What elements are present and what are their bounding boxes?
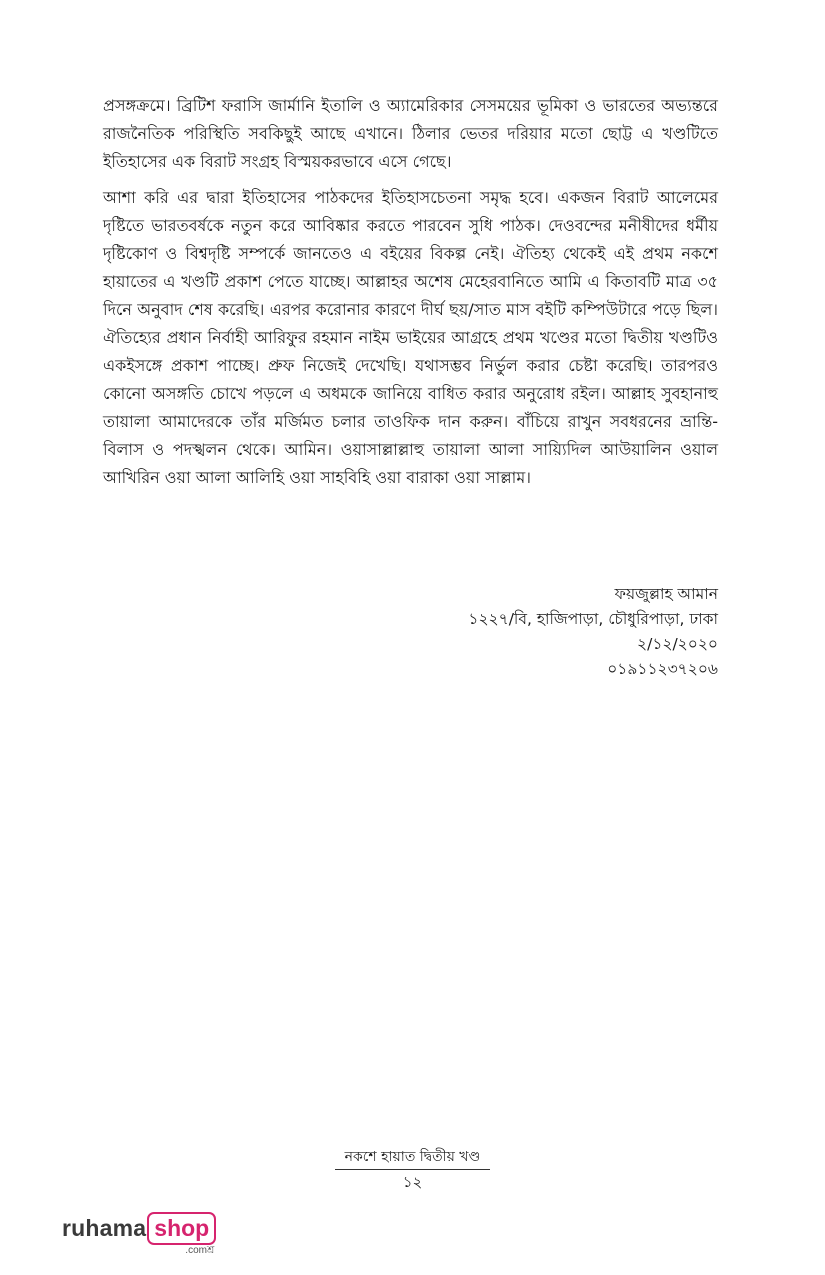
author-name: ফয়জুল্লাহ আমান	[614, 585, 718, 603]
logo-text-shop: shop	[147, 1212, 216, 1245]
signature-date: ২/১২/২০২০	[637, 635, 718, 653]
paragraph-2: আশা করি এর দ্বারা ইতিহাসের পাঠকদের ইতিহাসচেতনা সমৃদ্ধ হবে। একজন বিরাট আলেমের দৃষ্টিতে ভারতবর্ষকে নতুন করে আবিষ্কার করতে পারবেন সুধি পাঠক। দেওবন্দের মনীষীদের ধর্মীয় দৃষ্টিকোণ ও বিশ্বদৃষ্টি সম্পর্কে জানতেও এ বইয়ের বিকল্প নেই। ঐতিহ্য থেকেই এই প্রথম নকশে হায়াতের এ খণ্ডটি প্রকাশ পেতে যাচ্ছে। আল্লাহর অশেষ মেহেরবানিতে আমি এ কিতাবটি মাত্র ৩৫ দিনে অনুবাদ শেষ করেছি। এরপর করোনার কারণে দীর্ঘ ছয়/সাত মাস বইটি কম্পিউটারে পড়ে ছিল। ঐতিহ্যের প্রধান নির্বাহী আরিফুর রহমান নাইম ভাইয়ের আগ্রহে প্রথম খণ্ডের মতো দ্বিতীয় খণ্ডটিও একইসঙ্গে প্রকাশ পাচ্ছে। প্রুফ নিজেই দেখেছি। যথাসম্ভব নির্ভুল করার চেষ্টা করেছি। তারপরও কোনো অসঙ্গতি চোখে পড়লে এ অধমকে জানিয়ে বাধিত করার অনুরোধ রইল। আল্লাহ সুবহানাহু তায়ালা আমাদেরকে তাঁর মর্জিমত চলার তাওফিক দান করুন। বাঁচিয়ে রাখুন সবধরনের ভ্রান্তি-বিলাস ও পদস্খলন থেকে। আমিন। ওয়াসাল্লাল্লাহু তায়ালা আলা সায়্যিদিল আউয়ালিন ওয়াল আখিরিন ওয়া আলা আলিহি ওয়া সাহবিহি ওয়া বারাকা ওয়া সাল্লাম।	[103, 188, 718, 487]
ruhamashop-watermark-logo	[62, 1212, 216, 1260]
author-phone: ০১৯১১২৩৭২০৬	[607, 660, 718, 678]
logo-shop-badge	[147, 1212, 216, 1256]
author-signature-block	[468, 582, 718, 682]
body-text	[103, 92, 718, 500]
author-address: ১২২৭/বি, হাজিপাড়া, চৌধুরিপাড়া, ঢাকা	[468, 610, 718, 628]
page-number: ১২	[402, 1173, 423, 1191]
running-footer-title: নকশে হায়াত দ্বিতীয় খণ্ড	[344, 1149, 481, 1165]
logo-domain-suffix: .comশ্র	[185, 1245, 215, 1256]
page-footer	[0, 1146, 825, 1193]
logo-text-ruhama: ruhama	[62, 1215, 147, 1241]
footer-divider	[335, 1169, 490, 1170]
paragraph-1: প্রসঙ্গক্রমে। ব্রিটিশ ফরাসি জার্মানি ইতালি ও অ্যামেরিকার সেসময়ের ভূমিকা ও ভারতের অভ্যন্তরে রাজনৈতিক পরিস্থিতি সবকিছুই আছে এখানে। ঠিলার ভেতর দরিয়ার মতো ছোট্ট এ খণ্ডটিতে ইতিহাসের এক বিরাট সংগ্রহ বিস্ময়করভাবে এসে গেছে।	[103, 96, 718, 171]
